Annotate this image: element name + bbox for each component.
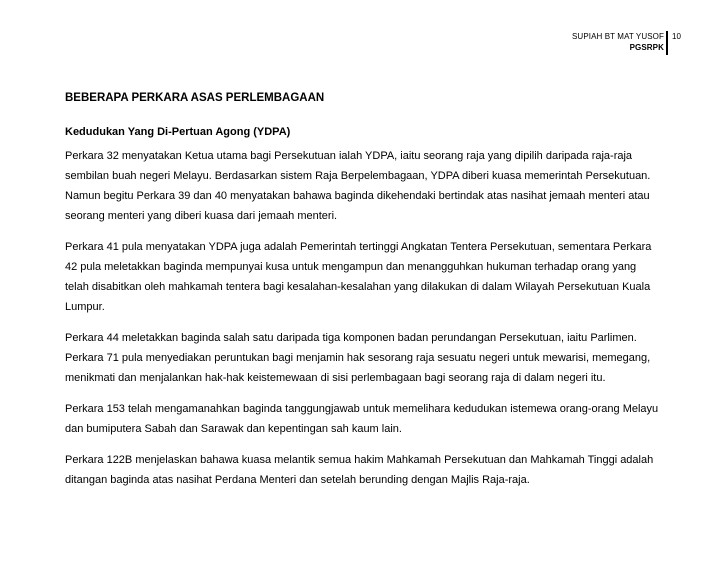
header-program: PGSRPK xyxy=(629,43,664,52)
paragraph-line: Perkara 32 menyatakan Ketua utama bagi Persekutuan ialah YDPA, iaitu seorang raja yang dipilih daripada raja-raja xyxy=(65,150,633,162)
paragraph-line: Perkara 71 pula menyediakan peruntukan bagi menjamin hak sesorang raja sesuatu negeri untuk mewarisi, memegang, xyxy=(65,352,651,364)
paragraph-3 xyxy=(65,328,665,388)
document-title: BEBERAPA PERKARA ASAS PERLEMBAGAAN xyxy=(65,92,325,104)
paragraph-line: Perkara 153 telah mengamanahkan baginda tanggungjawab untuk memelihara kedudukan istemewa orang-orang Melayu xyxy=(65,403,659,415)
paragraph-line: Namun begitu Perkara 39 dan 40 menyatakan bahawa baginda dikehendaki bertindak atas nasihat jemaah menteri atau xyxy=(65,190,650,202)
paragraph-line: menikmati dan menjalankan hak-hak keistemewaan di sisi perlembagaan bagi seorang raja di dalam negeri itu. xyxy=(65,372,606,384)
paragraph-line: Perkara 44 meletakkan baginda salah satu daripada tiga komponen badan perundangan Persekutuan, iaitu Parlimen. xyxy=(65,332,637,344)
header-author: SUPIAH BT MAT YUSOF xyxy=(572,32,664,41)
paragraph-line: 42 pula meletakkan baginda mempunyai kusa untuk mengampun dan menangguhkan hukuman terhadap orang yang xyxy=(65,261,637,273)
paragraph-line: sembilan buah negeri Melayu. Berdasarkan sistem Raja Berpelembagaan, YDPA diberi kuasa memerintah Persekutuan. xyxy=(65,170,651,182)
page-header xyxy=(572,31,664,53)
paragraph-5 xyxy=(65,450,665,490)
paragraph-line: telah disabitkan oleh mahkamah tentera bagi kesalahan-kesalahan yang dilakukan di dalam Wilayah Persekutuan Kuala xyxy=(65,281,651,293)
page-number: 10 xyxy=(672,32,681,41)
paragraph-line: Perkara 41 pula menyatakan YDPA juga adalah Pemerintah tertinggi Angkatan Tentera Persekutuan, sementara Perkara xyxy=(65,241,652,253)
paragraph-2 xyxy=(65,237,665,317)
paragraph-line: Perkara 122B menjelaskan bahawa kuasa melantik semua hakim Mahkamah Persekutuan dan Mahkamah Tinggi adalah xyxy=(65,454,654,466)
paragraph-line: seorang menteri yang diberi kuasa dari jemaah menteri. xyxy=(65,210,338,222)
document-body xyxy=(65,90,665,501)
paragraph-line: Lumpur. xyxy=(65,301,105,313)
paragraph-line: dan bumiputera Sabah dan Sarawak dan kepentingan sah kaum lain. xyxy=(65,423,402,435)
paragraph-line: ditangan baginda atas nasihat Perdana Menteri dan setelah berunding dengan Majlis Raja-raja. xyxy=(65,474,530,486)
paragraph-1 xyxy=(65,146,665,226)
header-divider xyxy=(666,31,668,55)
paragraph-4 xyxy=(65,399,665,439)
section-heading: Kedudukan Yang Di-Pertuan Agong (YDPA) xyxy=(65,126,291,138)
